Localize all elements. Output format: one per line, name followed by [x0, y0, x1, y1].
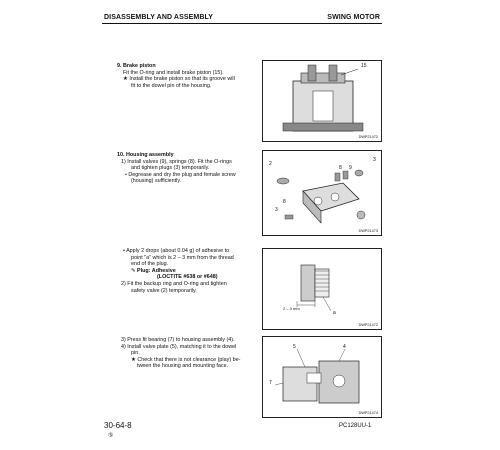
housing-valves-illustration	[263, 151, 381, 235]
step10-text	[117, 152, 262, 185]
figure-housing-valves	[262, 150, 382, 236]
step10c-line2: 4) Install valve plate (5), matching it to the dowel	[121, 343, 237, 350]
figure-valve-plate	[262, 336, 382, 418]
figure-label-15: 15	[361, 63, 367, 69]
page-number: 30-64-8	[104, 421, 132, 430]
step10b-line4: Plug: Adhesive	[137, 267, 176, 274]
step10c-text	[117, 337, 262, 370]
valve-plate-illustration	[263, 337, 381, 417]
step10-line3: • Degrease and dry the plug and female screw	[125, 171, 236, 178]
figure-brake-piston	[262, 60, 382, 142]
step10b-line6: 2) Fit the backup ring and O-ring and tighten	[121, 280, 227, 287]
model-code: PC128UU-1	[339, 423, 372, 429]
brake-piston-illustration	[263, 61, 381, 141]
figure-label-8-top: 8	[339, 165, 342, 171]
step9-line1: Fit the O-ring and install brake piston (15).	[123, 69, 224, 76]
step10b-line7: safety valve (2) temporarily.	[131, 287, 197, 294]
figure-label-4: 4	[343, 344, 346, 350]
step10b-adhesive	[117, 268, 262, 275]
figure-caption: DWP21474	[358, 411, 378, 415]
step10c-line4: ★ Check that there is not clearance (play) be-	[131, 356, 241, 363]
figure-caption: DWP21472	[358, 323, 378, 327]
figure-label-8-left: 8	[283, 199, 286, 205]
step9-line3: fit to the dowel pin of the housing.	[131, 82, 212, 89]
step9-text	[117, 63, 257, 89]
step10-line1: 1) Install valves (9), springs (8). Fit the O-rings	[121, 158, 232, 165]
step10-title: 10. Housing assembly	[117, 152, 174, 158]
step9-title: 9. Brake piston	[117, 63, 156, 69]
step10-line2: and tighten plugs (3) temporarily.	[131, 165, 210, 172]
section-title: DISASSEMBLY AND ASSEMBLY	[104, 14, 213, 21]
step10-line4: (housing) sufficiently.	[131, 178, 182, 185]
plug-adhesive-illustration	[263, 249, 381, 329]
figure-label-7: 7	[269, 380, 272, 386]
step10c-line1: 3) Press fit bearing (7) to housing assembly (4).	[121, 337, 235, 343]
step10c-line3: pin.	[131, 350, 140, 357]
figure-label-5: 5	[293, 344, 296, 350]
figure-label-3-left: 3	[275, 207, 278, 213]
figure-label-2: 2	[269, 161, 272, 167]
point-a-label: a	[333, 310, 336, 316]
dimension-label: 2 – 3 mm	[283, 306, 300, 311]
figure-caption: DWP21473	[358, 229, 378, 233]
header-rule	[102, 23, 382, 24]
figure-label-3-top: 3	[373, 157, 376, 163]
step10b-line5: (LOCTITE #638 or #648)	[157, 274, 218, 281]
adhesive-icon: ✎	[131, 267, 136, 274]
step10c-line5: tween the housing and mounting face.	[137, 363, 229, 370]
step10b-line3: end of the plug.	[131, 261, 169, 268]
figure-label-9: 9	[349, 165, 352, 171]
page-revision: ⑤	[108, 433, 114, 439]
step10b-text	[117, 248, 262, 294]
step10b-line2: point "a" which is 2 – 3 mm from the thread	[131, 254, 234, 261]
step10b-line1: • Apply 2 drops (about 0.04 g) of adhesive to	[123, 248, 230, 254]
chapter-title: SWING MOTOR	[327, 14, 380, 21]
figure-caption: DWP21472	[358, 135, 378, 139]
figure-plug-adhesive	[262, 248, 382, 330]
step9-line2: ★ Install the brake piston so that its groove will	[123, 76, 235, 83]
